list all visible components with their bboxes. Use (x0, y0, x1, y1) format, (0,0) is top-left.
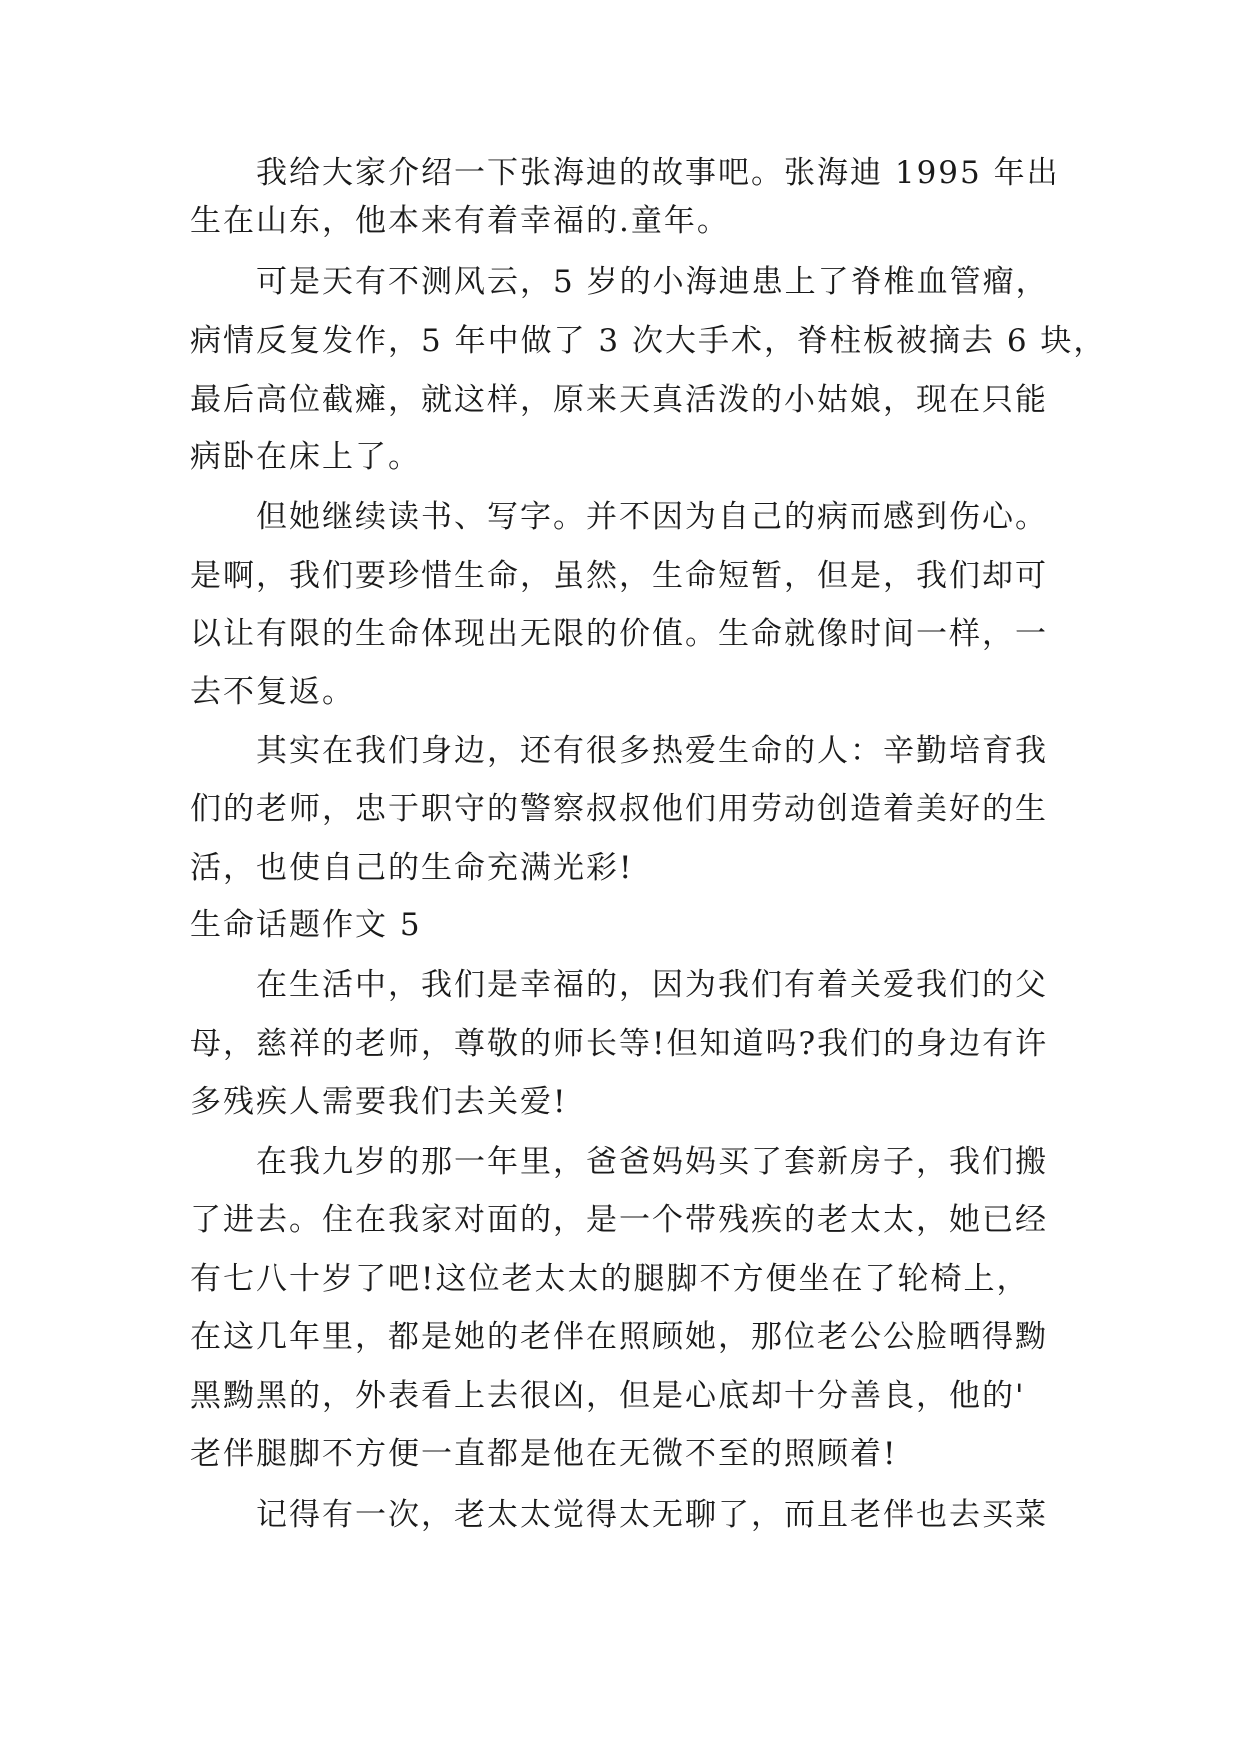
paragraph-line: 老伴腿脚不方便一直都是他在无微不至的照顾着! (190, 1436, 898, 1472)
paragraph-line: 们的老师，忠于职守的警察叔叔他们用劳动创造着美好的生 (190, 791, 1048, 827)
paragraph-line: 多残疾人需要我们去关爱! (190, 1084, 568, 1120)
paragraph-line: 最后高位截瘫，就这样，原来天真活泼的小姑娘，现在只能 (190, 382, 1048, 418)
paragraph-line: 去不复返。 (190, 674, 355, 710)
section-heading: 生命话题作文 5 (190, 907, 422, 943)
paragraph-line: 但她继续读书、写字。并不因为自己的病而感到伤心。 (256, 499, 1048, 535)
paragraph-line: 是啊，我们要珍惜生命，虽然，生命短暂，但是，我们却可 (190, 558, 1048, 594)
paragraph-line: 母，慈祥的老师，尊敬的师长等!但知道吗?我们的身边有许 (190, 1026, 1049, 1062)
paragraph-line: 以让有限的生命体现出无限的价值。生命就像时间一样，一 (190, 616, 1048, 652)
paragraph-line: 生在山东，他本来有着幸福的.童年。 (190, 203, 730, 239)
paragraph-line: 活，也使自己的生命充满光彩! (190, 850, 634, 886)
paragraph-line: 其实在我们身边，还有很多热爱生命的人：辛勤培育我 (256, 733, 1048, 769)
paragraph-line: 了进去。住在我家对面的，是一个带残疾的老太太，她已经 (190, 1202, 1048, 1238)
paragraph-line: 可是天有不测风云，5 岁的小海迪患上了脊椎血管瘤， (256, 264, 1049, 300)
paragraph-line: 我给大家介绍一下张海迪的故事吧。张海迪 1995 年出 (256, 155, 1060, 191)
paragraph-line: 在生活中，我们是幸福的，因为我们有着关爱我们的父 (256, 967, 1048, 1003)
paragraph-line: 病卧在床上了。 (190, 439, 421, 475)
paragraph-line: 在这几年里，都是她的老伴在照顾她，那位老公公脸晒得黝 (190, 1319, 1048, 1355)
paragraph-line: 黑黝黑的，外表看上去很凶，但是心底却十分善良，他的' (190, 1378, 1026, 1414)
paragraph-line: 病情反复发作，5 年中做了 3 次大手术，脊柱板被摘去 6 块， (190, 323, 1107, 359)
paragraph-line: 在我九岁的那一年里，爸爸妈妈买了套新房子，我们搬 (256, 1144, 1048, 1180)
paragraph-line: 记得有一次，老太太觉得太无聊了，而且老伴也去买菜 (256, 1497, 1048, 1533)
paragraph-line: 有七八十岁了吧!这位老太太的腿脚不方便坐在了轮椅上， (190, 1261, 1030, 1297)
